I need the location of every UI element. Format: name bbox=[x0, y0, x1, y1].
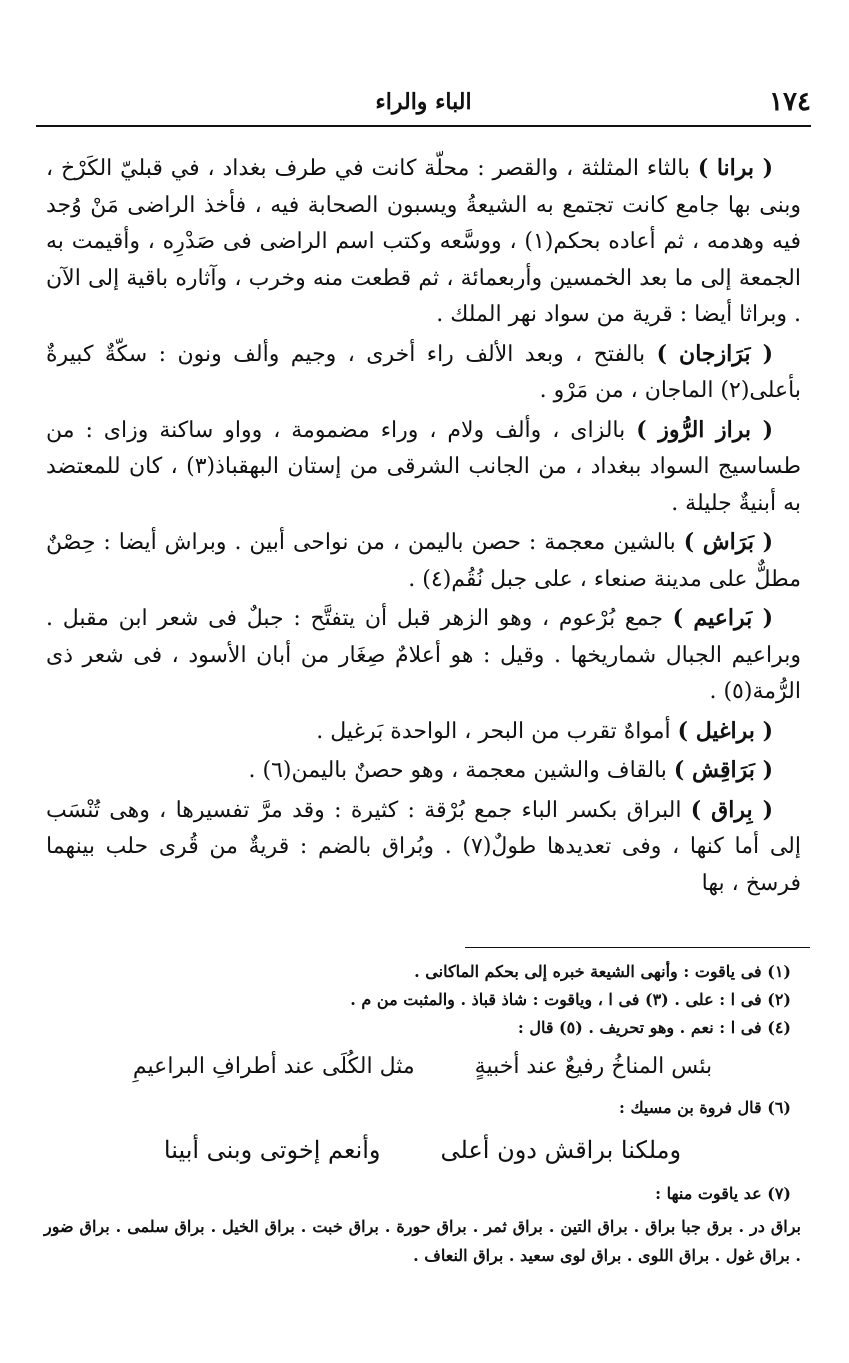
entry-text: بالثاء المثلثة ، والقصر : محلّة كانت في طرف بغداد ، في قبليّ الكَرْخ ، وبنى بها جامع كانت تجتمع به الشيعةُ ويسبون الصحابة فيه ، فأخذ الراضى مَنْ وُجد فيه وهدمه ، ثم أعاده بحكم(١) ، ووسَّعه وكتب اسم الراضى فى صَدْرِه ، وأقيمت به الجمعة إلى ما بعد الخمسين وأربعمائة ، ثم قطعت منه وخرب ، وآثاره باقية إلى الآن . وبراثا أيضا : قرية من سواد نهر الملك . bbox=[46, 156, 801, 327]
footnote-rule bbox=[465, 947, 810, 948]
entry-barazjan bbox=[46, 336, 801, 410]
entry-baraz-alruz bbox=[46, 412, 801, 523]
entry-headword: ( بِراق ) bbox=[690, 796, 773, 823]
verse-1-second-hemistich: مثل الكُلَى عند أطرافِ البراعيمِ bbox=[132, 1054, 415, 1079]
entry-baraim bbox=[46, 600, 801, 711]
footnote-2-3: (٢) فى ا : على . (٣) فى ا ، وياقوت : شاذ قباذ . والمثبت من م . bbox=[350, 990, 791, 1009]
entry-barash bbox=[46, 524, 801, 598]
footnote-6: (٦) قال فروة بن مسيك : bbox=[618, 1098, 791, 1117]
entry-headword: ( براغيل ) bbox=[677, 717, 773, 744]
footnote-7: (٧) عد ياقوت منها : bbox=[655, 1184, 791, 1203]
entry-text: أمواهٌ تقرب من البحر ، الواحدة بَرغيل . bbox=[316, 718, 678, 744]
entry-text: بالفتح ، وبعد الألف راء أخرى ، وجيم وألف ونون : سكّةٌ كبيرةٌ بأعلى(٢) الماجان ، من مَرْو . bbox=[46, 341, 801, 403]
entry-baratha bbox=[46, 150, 801, 334]
verse-2-second-hemistich: وأنعم إخوتى وبنى أبينا bbox=[163, 1136, 381, 1164]
footnote-7-list: براق در . برق جبا براق . براق التين . براق ثمر . براق حورة . براق خبت . براق الخيل . براق سلمى . براق ضور . براق غول . براق اللوى . براق لوى سعيد . براق النعاف . bbox=[44, 1217, 801, 1265]
header-rule bbox=[36, 125, 811, 127]
entry-text: البراق بكسر الباء جمع بُرْقة : كثيرة : وقد مرَّ تفسيرها ، وهى تُنْسَب إلى أما كنها ، وفى تعديدها طولٌ(٧) . وبُراق بالضم : قريةٌ من قُرى حلب بينهما فرسخ ، بها bbox=[46, 797, 801, 896]
entry-baraghil bbox=[46, 713, 801, 751]
entry-headword: ( بَراعيم ) bbox=[672, 605, 773, 631]
footnote-1: (١) فى ياقوت : وأنهى الشيعة خبره إلى بحكم الماكانى . bbox=[414, 962, 791, 981]
verse-1 bbox=[44, 1044, 801, 1090]
entry-headword: ( بَرَاش ) bbox=[683, 529, 773, 555]
verse-2-first-hemistich: وملكنا براقش دون أعلى bbox=[440, 1136, 682, 1164]
footnotes bbox=[44, 958, 801, 1270]
entry-text: جمع بُرْعوم ، وهو الزهر قبل أن يتفتَّح : جبلٌ فى شعر ابن مقبل . وبراعيم الجبال شماريخها . وقيل : هو أعلامٌ صِغَار من أبان الأسود ، فى شعر ذى الرُّمة(٥) . bbox=[46, 606, 801, 704]
entry-biraq bbox=[46, 792, 801, 903]
footnote-4-5: (٤) فى ا : نعم . وهو تحريف . (٥) قال : bbox=[517, 1018, 791, 1037]
entry-text: بالقاف والشين معجمة ، وهو حصنٌ باليمن(٦) . bbox=[248, 758, 674, 783]
entry-baraqish bbox=[46, 752, 801, 790]
page-number: ١٧٤ bbox=[769, 87, 811, 117]
page-body bbox=[46, 150, 801, 904]
verse-1-first-hemistich: بئس المناخُ رفيعٌ عند أخبيةٍ bbox=[474, 1054, 713, 1079]
verse-2 bbox=[44, 1124, 801, 1176]
running-title: الباء والراء bbox=[375, 89, 472, 115]
page-header bbox=[36, 82, 811, 122]
entry-headword: ( بَرَاقِش ) bbox=[673, 757, 773, 783]
entry-text: بالزاى ، وألف ولام ، وراء مضمومة ، وواو ساكنة وزاى : من طساسيج السواد ببغداد ، من الجانب الشرقى من إستان البهقباذ(٣) ، كان للمعتضد به أبنيةٌ جليلة . bbox=[46, 417, 801, 516]
entry-headword: ( بَرَازجان ) bbox=[656, 340, 774, 367]
entry-headword: ( براز الرُّوز ) bbox=[636, 416, 773, 443]
entry-headword: ( برانا ) bbox=[697, 155, 773, 181]
entry-text: بالشين معجمة : حصن باليمن ، من نواحى أبين . وبراش أيضا : حِصْنٌ مطلٌّ على مدينة صنعاء ، على جبل نُقُم(٤) . bbox=[46, 530, 801, 592]
